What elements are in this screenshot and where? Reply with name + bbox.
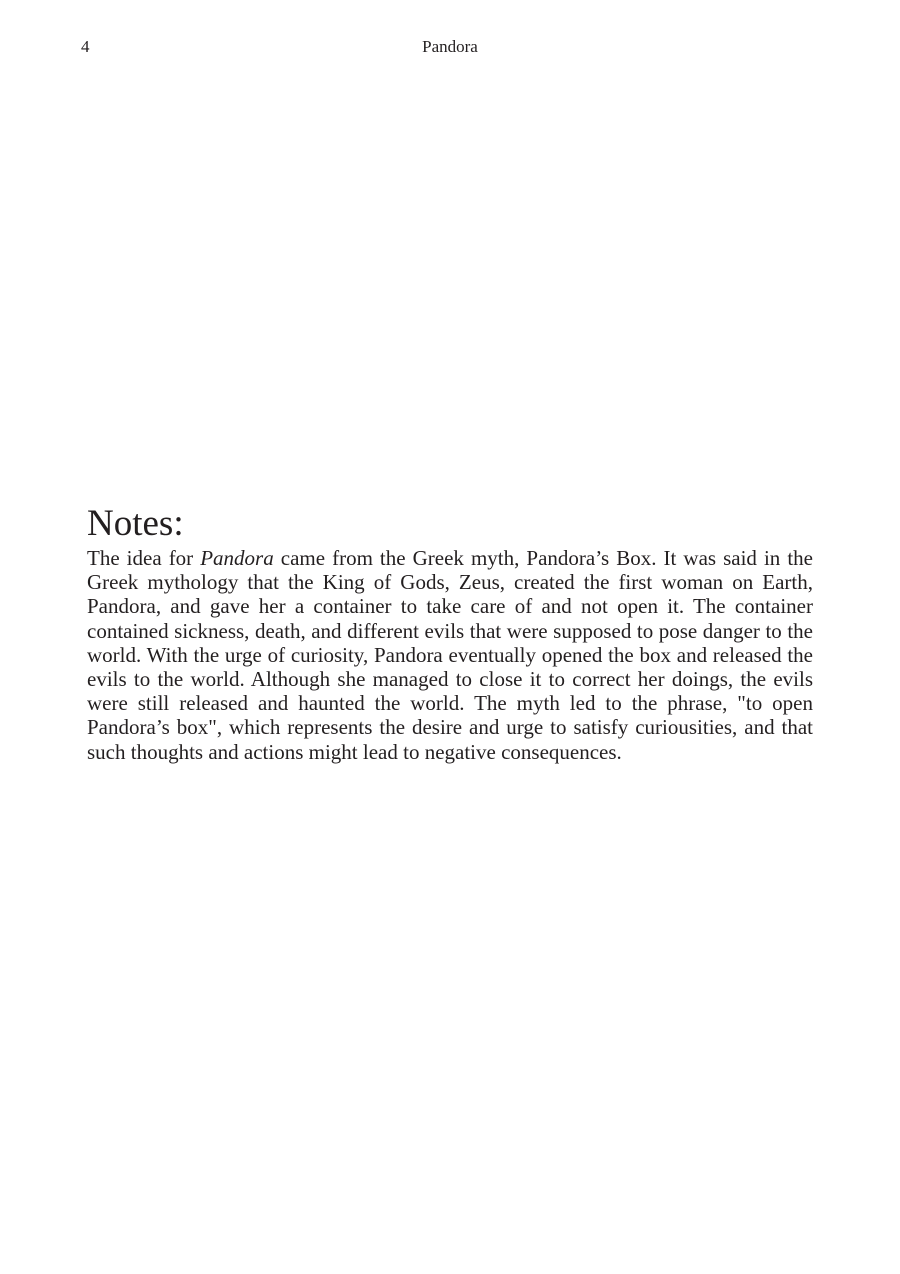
notes-paragraph-title-italic: Pandora [200, 546, 274, 570]
running-title: Pandora [422, 37, 478, 56]
notes-paragraph [87, 546, 813, 764]
notes-paragraph-rest: came from the Greek myth, Pandora’s Box. It was said in the Greek mythology that the King of Gods, Zeus, created the first woman on Earth, Pandora, and gave her a container to take care of and not open it. The container contained sickness, death, and different evils that were supposed to pose danger to the world. With the urge of curiosity, Pandora eventually opened the box and released the evils to the world. Although she managed to close it to correct her doings, the evils were still released and haunted the world. The myth led to the phrase, "to open Pandora’s box", which represents the desire and urge to satisfy curiousities, and that such thoughts and actions might lead to negative consequences. [87, 546, 813, 764]
running-header [0, 36, 900, 58]
notes-paragraph-lead: The idea for [87, 546, 201, 570]
notes-heading: Notes: [87, 503, 184, 544]
notes-section [87, 502, 813, 764]
page-number: 4 [81, 37, 90, 56]
